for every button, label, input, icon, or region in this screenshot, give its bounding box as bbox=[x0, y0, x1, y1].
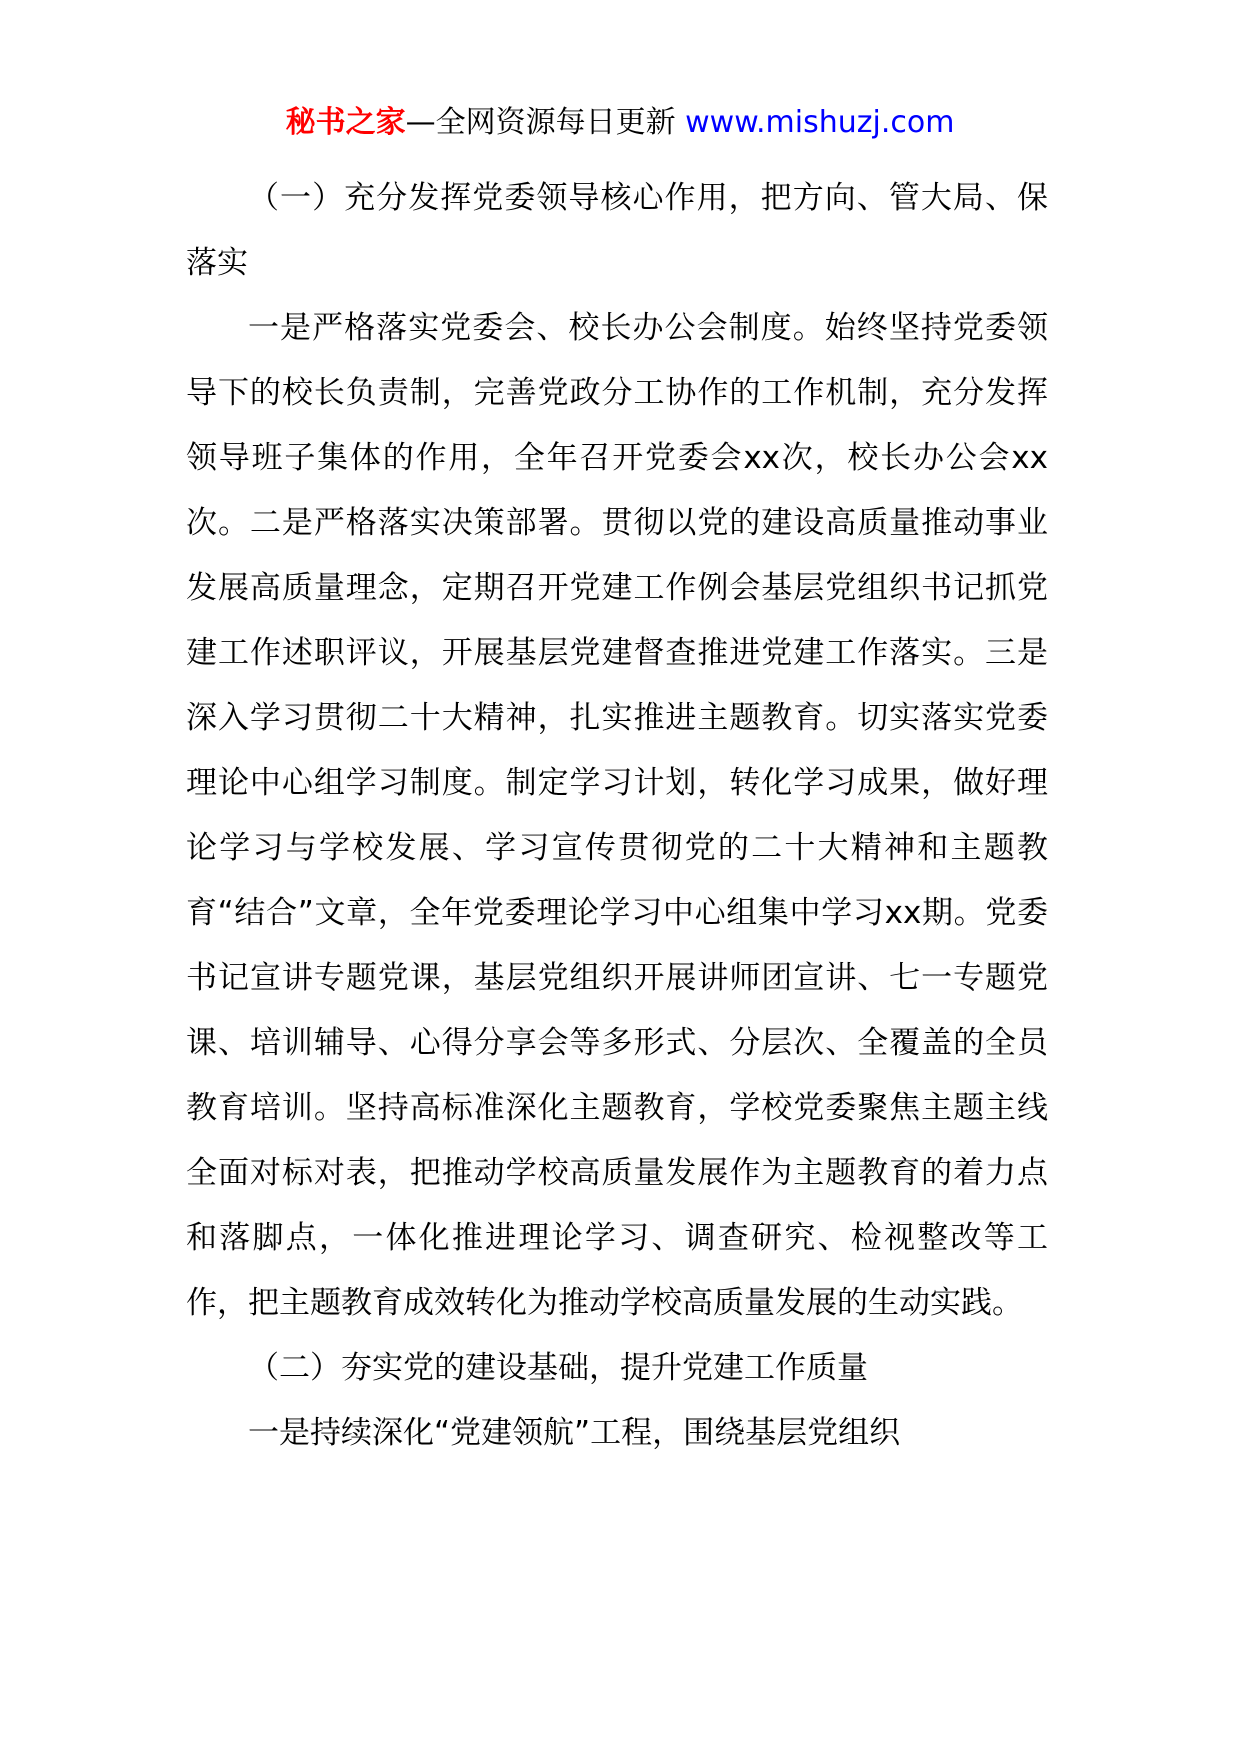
header-url[interactable]: www.mishuzj.com bbox=[685, 105, 955, 140]
document-body bbox=[186, 166, 1048, 1466]
header-slogan: —全网资源每日更新 bbox=[405, 105, 676, 140]
brand-name: 秘书之家 bbox=[285, 105, 406, 140]
page-header bbox=[0, 100, 1240, 146]
section-heading-1: （一）充分发挥党委领导核心作用，把方向、管大局、保落实 bbox=[186, 180, 1048, 281]
section-heading-2: （二）夯实党的建设基础，提升党建工作质量 bbox=[248, 1350, 868, 1386]
body-paragraph-1: 一是严格落实党委会、校长办公会制度。始终坚持党委领导下的校长负责制，完善党政分工协作的工作机制，充分发挥领导班子集体的作用，全年召开党委会xx次，校长办公会xx次。二是严格落实决策部署。贯彻以党的建设高质量推动事业发展高质量理念，定期召开党建工作例会基层党组织书记抓党建工作述职评议，开展基层党建督查推进党建工作落实。三是深入学习贯彻二十大精神，扎实推进主题教育。切实落实党委理论中心组学习制度。制定学习计划，转化学习成果，做好理论学习与学校发展、学习宣传贯彻党的二十大精神和主题教育“结合”文章，全年党委理论学习中心组集中学习xx期。党委书记宣讲专题党课，基层党组织开展讲师团宣讲、七一专题党课、培训辅导、心得分享会等多形式、分层次、全覆盖的全员教育培训。坚持高标准深化主题教育，学校党委聚焦主题主线全面对标对表，把推动学校高质量发展作为主题教育的着力点和落脚点，一体化推进理论学习、调查研究、检视整改等工作，把主题教育成效转化为推动学校高质量发展的生动实践。 bbox=[186, 310, 1048, 1321]
body-paragraph-2: 一是持续深化“党建领航”工程，围绕基层党组织 bbox=[248, 1415, 901, 1451]
